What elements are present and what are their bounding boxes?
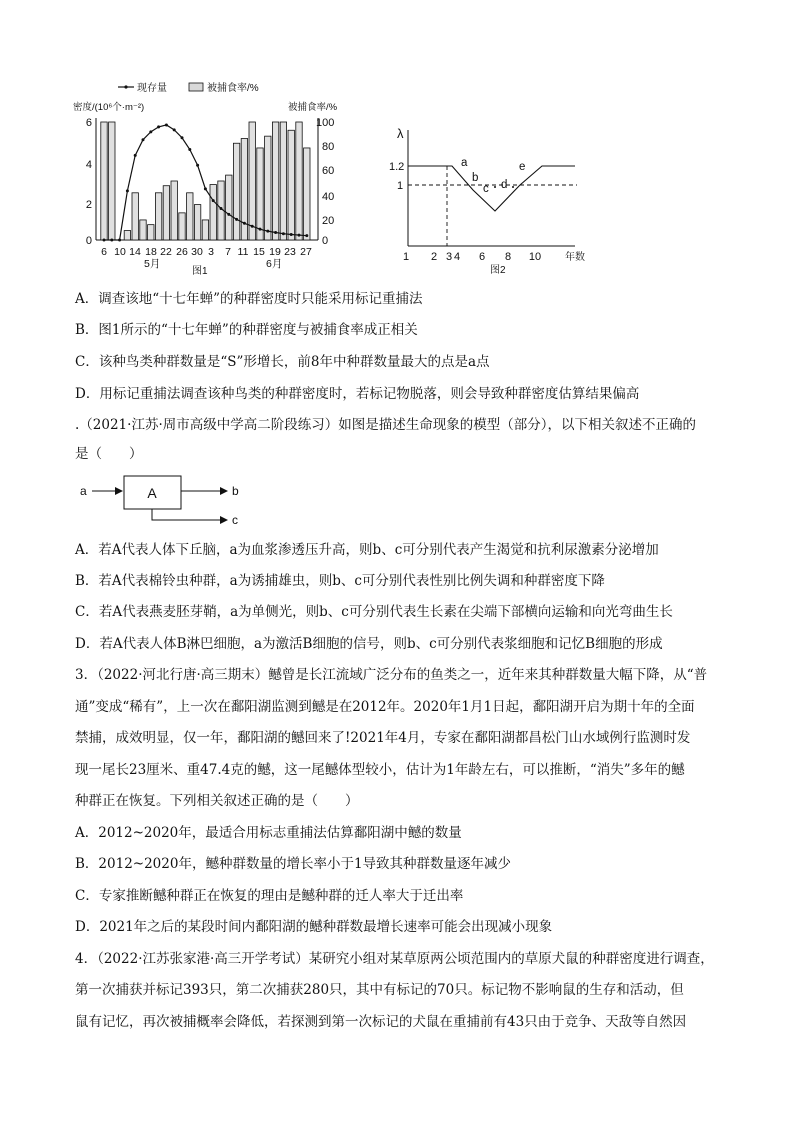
q3-stem-line-5: 种群正在恢复。下列相关叙述正确的是（ ）: [75, 793, 359, 809]
x-tick-labels: [101, 246, 312, 258]
predation-rate-bar: [163, 186, 169, 240]
point-dot: [512, 186, 514, 188]
q3-stem-line-3: 禁捕，成效明显，仅一年，鄱阳湖的鳡回来了!2021年4月，专家在鄱阳湖都昌松门山水域例行监测时发: [75, 730, 691, 746]
right-tick: 100: [316, 117, 335, 129]
density-point: [220, 207, 223, 210]
predation-rate-bar: [109, 122, 115, 240]
predation-rate-bar: [194, 205, 200, 240]
density-point: [126, 189, 129, 192]
predation-rate-bar: [101, 122, 107, 240]
right-axis-label: 被捕食率/%: [288, 102, 338, 113]
density-point: [212, 199, 215, 202]
q3-option-a: A．2012~2020年，最适合用标志重捕法估算鄱阳湖中鳡的数量: [75, 825, 462, 841]
q1-option-c: C．该种鸟类种群数量是“S”形增长，前8年中种群数量最大的点是a点: [75, 354, 490, 370]
x-tick: 23: [284, 246, 296, 258]
q2-option-d: D．若A代表人体B淋巴细胞，a为激活B细胞的信号，则b、c可分别代表浆细胞和记忆B细胞的形成: [75, 636, 663, 652]
left-tick-labels: [86, 117, 92, 247]
point-dot: [494, 186, 496, 188]
x-tick: 8: [504, 251, 512, 263]
left-tick: 2: [85, 199, 92, 211]
right-tick: 20: [322, 215, 335, 227]
x-tick: 15: [253, 246, 265, 258]
density-point: [243, 222, 246, 225]
x-tick: 26: [176, 246, 188, 258]
diagram-input-a: a: [80, 484, 87, 498]
point-e-label: e: [519, 161, 526, 173]
point-d-label: d: [501, 179, 508, 191]
q1-option-d: D．用标记重捕法调查该种鸟类的种群密度时，若标记物脱落，则会导致种群密度估算结果偏高: [75, 386, 640, 402]
density-point: [196, 164, 199, 167]
x-tick: 22: [160, 246, 172, 258]
q4-stem-line-1: 4．（2022·江苏张家港·高三开学考试）某研究小组对某草原两公顷范围内的草原犬鼠的种群密度进行调查，: [75, 951, 714, 967]
predation-rate-bar: [202, 220, 208, 240]
arrow-box-to-c: [152, 509, 227, 520]
x-axis-unit: 年数: [565, 252, 585, 263]
legend-bar-label: 被捕食率/%: [207, 83, 259, 94]
density-point: [290, 233, 293, 236]
q2-stem-line-1: .（2021·江苏·周市高级中学高二阶段练习）如图是描述生命现象的模型（部分），以下相关叙述不正确的: [75, 417, 696, 433]
x-tick: 30: [191, 246, 203, 258]
q3-option-c: C．专家推断鳡种群正在恢复的理由是鳡种群的迁人率大于迁出率: [75, 888, 464, 904]
density-point: [305, 234, 308, 237]
predation-rate-bar: [148, 225, 154, 240]
density-point: [235, 218, 238, 221]
x-tick: 3: [445, 251, 453, 263]
left-tick: 4: [85, 159, 92, 171]
figure-1-chart: [68, 78, 358, 278]
point-c-label: c: [483, 183, 489, 195]
diagram-output-b: b: [232, 484, 239, 498]
density-point: [181, 136, 184, 139]
density-point: [173, 128, 176, 131]
figure-2-caption: 图2: [490, 265, 506, 276]
right-tick: 0: [322, 235, 329, 247]
x-tick: 19: [269, 246, 281, 258]
density-point: [165, 123, 168, 126]
left-tick: 6: [85, 117, 92, 129]
density-point: [149, 130, 152, 133]
predation-rate-bar: [296, 122, 302, 240]
x-tick: 11: [237, 246, 249, 258]
diagram-box-label: A: [147, 485, 157, 501]
q1-option-b: B．图1所示的“十七年蝉”的种群密度与被捕食率成正相关: [75, 322, 418, 338]
q3-option-d: D．2021年之后的某段时间内鄱阳湖的鳡种群数最增长速率可能会出现减小现象: [75, 919, 553, 935]
density-point: [157, 125, 160, 128]
x-tick: 14: [129, 246, 141, 258]
right-tick: 80: [322, 141, 335, 153]
q3-stem-line-2: 通”变成“稀有”，上一次在鄱阳湖监测到鳡是在2012年。2020年1月1日起，鄱阳湖开启为期十年的全面: [75, 699, 695, 715]
lambda-curve: [408, 166, 575, 211]
density-point: [251, 225, 254, 228]
predation-rate-bar: [132, 193, 138, 240]
density-point: [274, 231, 277, 234]
q2-option-b: B．若A代表棉铃虫种群，a为诱捕雄虫，则b、c可分别代表性别比例失调和种群密度下降: [75, 573, 605, 589]
predation-rate-bar: [171, 181, 177, 240]
density-point: [142, 138, 145, 141]
left-tick: 0: [85, 235, 92, 247]
y-axis-label: λ: [397, 126, 404, 141]
density-point: [134, 154, 137, 157]
predation-rate-bar: [226, 175, 232, 240]
q4-stem-line-2: 第一次捕获并标记393只，第二次捕获280只，其中有标记的70只。标记物不影响鼠的生存和活动，但: [75, 982, 684, 998]
density-point: [227, 213, 230, 216]
predation-rate-bar: [124, 231, 130, 240]
predation-rate-bar: [288, 130, 294, 240]
x-tick: 7: [225, 246, 231, 258]
density-point: [103, 239, 106, 242]
predation-rate-bar: [233, 143, 239, 240]
diagram-output-c: c: [232, 513, 238, 527]
x-tick: 10: [528, 251, 542, 263]
right-tick: 40: [322, 191, 335, 203]
x-tick: 3: [208, 246, 214, 258]
x-tick: 2: [430, 251, 438, 263]
q1-option-a: A．调查该地“十七年蝉”的种群密度时只能采用标记重捕法: [75, 291, 423, 307]
density-point: [298, 234, 301, 237]
legend-bar-swatch: [189, 83, 203, 91]
point-a-label: a: [461, 157, 468, 169]
q3-stem-line-1: 3．（2022·河北行唐·高三期末）鳡曾是长江流域广泛分布的鱼类之一，近年来其种群数量大幅下降，从“普: [75, 667, 708, 683]
legend-line-label: 现存量: [137, 83, 167, 94]
predation-rate-bar: [155, 193, 161, 240]
month-may-label: 5月: [144, 258, 161, 270]
figure-1-caption: 图1: [192, 266, 208, 277]
q4-stem-line-3: 鼠有记忆，再次被捕概率会降低，若探测到第一次标记的犬鼠在重捕前有43只由于竞争、天敌等自然因: [75, 1014, 687, 1030]
predation-rate-bar: [257, 148, 263, 240]
model-diagram: [75, 474, 275, 528]
density-point: [188, 148, 191, 151]
right-tick: 60: [322, 165, 335, 177]
legend-line-marker: [124, 85, 127, 88]
left-axis-label: 密度/(10⁶个·m⁻²): [73, 102, 145, 113]
predation-rate-bar: [187, 193, 193, 240]
predation-rate-bar: [249, 122, 255, 240]
q3-option-b: B．2012~2020年，鳡种群数量的增长率小于1导致其种群数量逐年减少: [75, 856, 512, 872]
density-point: [110, 239, 113, 242]
predation-rate-bar: [179, 213, 185, 240]
density-point: [259, 228, 262, 231]
predation-rate-bar: [140, 220, 146, 240]
predation-rate-bar: [210, 185, 216, 240]
predation-rate-bar: [304, 148, 310, 240]
x-tick: 18: [145, 246, 157, 258]
x-tick: 6: [478, 251, 486, 263]
x-tick: 10: [114, 246, 126, 258]
predation-rate-bar: [280, 122, 286, 240]
x-tick: 1: [402, 251, 410, 263]
q2-stem-line-2: 是（ ）: [75, 446, 143, 462]
month-june-label: 6月: [266, 258, 283, 270]
x-tick: 6: [101, 246, 107, 258]
predation-rate-bar: [265, 136, 271, 240]
density-point: [204, 187, 207, 190]
figure-2-chart: [375, 118, 605, 278]
q3-stem-line-4: 现一尾长23厘米、重47.4克的鳡，这一尾鳡体型较小，估计为1年龄左右，可以推断，“消失”多年的鳡: [75, 762, 685, 778]
q2-option-c: C．若A代表燕麦胚芽鞘，a为单侧光，则b、c可分别代表生长素在尖端下部横向运输和向光弯曲生长: [75, 604, 673, 620]
y-tick: 1: [397, 180, 404, 192]
density-point: [282, 232, 285, 235]
y-tick: 1.2: [389, 161, 405, 173]
predation-rate-bar: [272, 122, 278, 240]
q2-option-a: A．若A代表人体下丘脑，a为血浆渗透压升高，则b、c可分别代表产生渴觉和抗利尿激素分泌增加: [75, 542, 659, 558]
density-point: [118, 239, 121, 242]
point-b-label: b: [472, 172, 479, 184]
right-tick-labels: [316, 117, 334, 247]
density-point: [266, 230, 269, 233]
x-tick: 4: [453, 251, 461, 263]
x-tick: 27: [300, 246, 312, 258]
